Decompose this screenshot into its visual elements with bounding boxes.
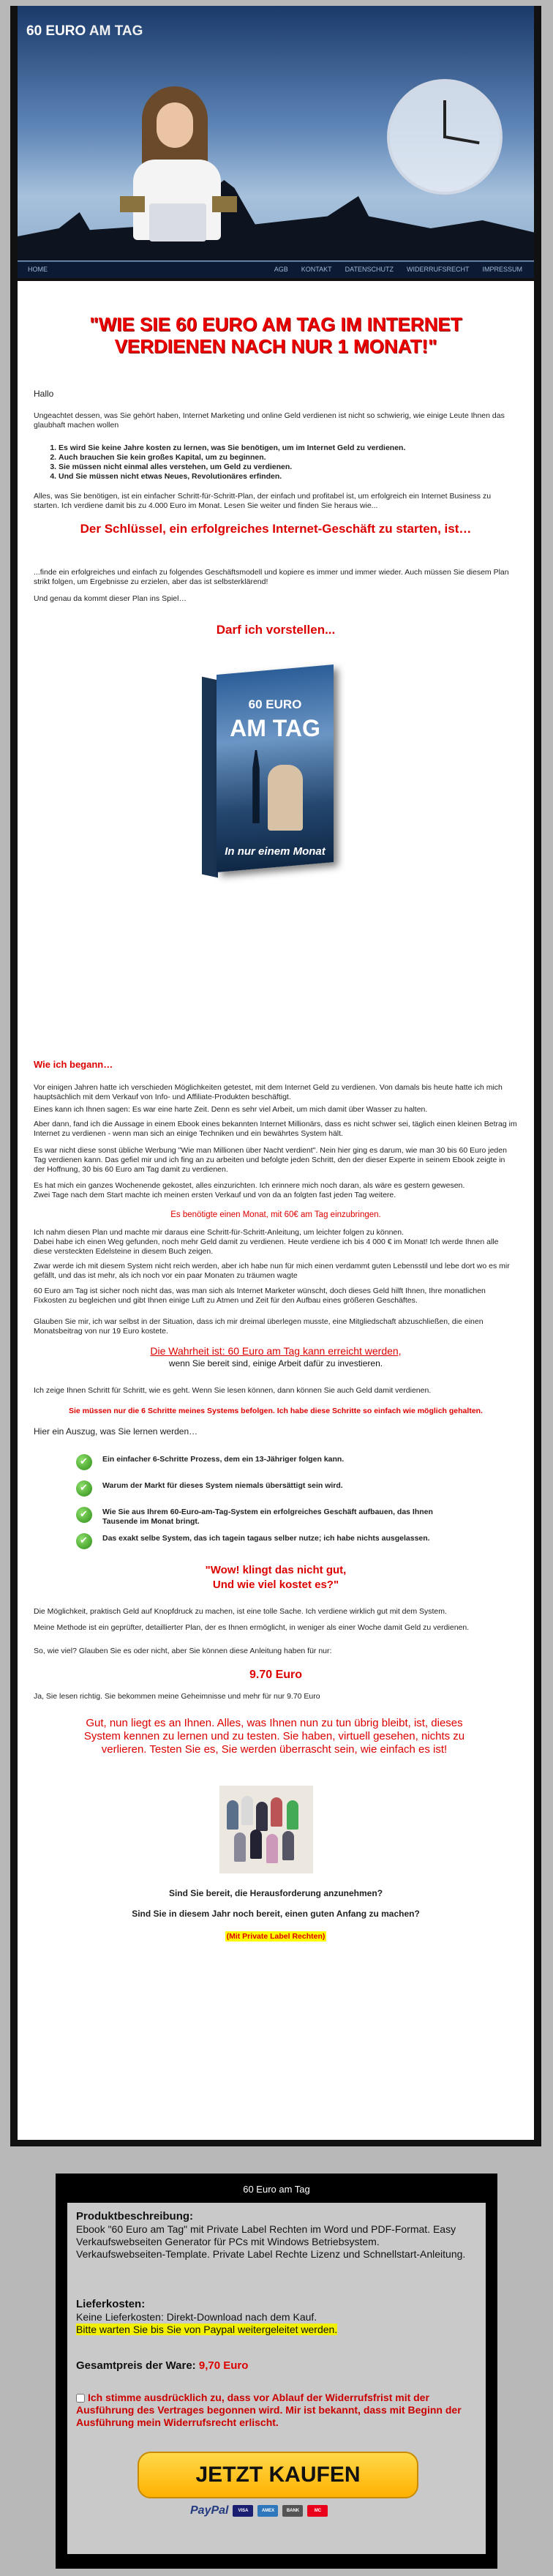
- price-paragraph: So, wie viel? Glauben Sie es oder nicht, aber Sie können diese Anleitung haben für nur:: [34, 1647, 332, 1655]
- story-paragraph: Ich nahm diesen Plan und machte mir daraus eine Schritt-für-Schritt-Anleitung, um leichter folgen zu können. Dabei habe ich einen Weg gefunden, noch mehr Geld damit zu verdienen. Heute verdiene ich bis 4 000 € im Monat! Ich werde Ihnen alle diese versteckten Edelsteine in diesem Buch zeigen.: [34, 1228, 499, 1256]
- wow-line-2: Und wie viel kostet es?": [212, 1579, 339, 1591]
- bank-icon: BANK: [282, 2505, 303, 2517]
- price-value: 9.70 Euro: [249, 1669, 303, 1681]
- story-paragraph: Aber dann, fand ich die Aussage in einem Ebook eines bekannten Internet Millionärs, dass es nicht schwer sei, täglich einen kleinen Betrag im Internet zu verdienen - wenn man sich an einige Techniken und ein bewährtes System hält.: [34, 1120, 517, 1138]
- consent-text: [76, 2392, 471, 2429]
- list-item: [76, 1505, 456, 1529]
- ebook-title-2: AM TAG: [230, 715, 320, 741]
- team-photo: [219, 1786, 313, 1873]
- visa-card-icon: VISA: [233, 2505, 253, 2517]
- nav-widerrufsrecht[interactable]: WIDERRUFSRECHT: [406, 266, 470, 273]
- closing-text: Gut, nun liegt es an Ihnen. Alles, was Ihnen nun zu tun übrig bleibt, ist, dieses System kennen zu lernen und zu testen. Sie haben, virtuell gesehen, nichts zu verlieren. Testen Sie es, Sie werden überrascht sein, wie einfach es ist!: [83, 1717, 465, 1756]
- delivery-label: Lieferkosten:: [76, 2298, 146, 2310]
- how-heading: Wie ich begann…: [34, 1059, 113, 1070]
- clock-icon: [387, 79, 503, 195]
- list-item: [76, 1453, 456, 1476]
- delivery-text: Keine Lieferkosten: Direkt-Download nach dem Kauf.: [76, 2311, 317, 2323]
- list-item: 4. Und Sie müssen nicht etwas Neues, Revolutionäres erfinden.: [59, 472, 527, 482]
- truth-line-2: wenn Sie bereit sind, einige Arbeit dafür zu investieren.: [168, 1358, 383, 1368]
- site-logo[interactable]: [26, 23, 143, 40]
- total-price: [76, 2359, 248, 2372]
- ebook-subtitle: In nur einem Monat: [225, 845, 326, 858]
- truth-line-1: Die Wahrheit ist: 60 Euro am Tag kann erreicht werden,: [150, 1345, 402, 1357]
- story-paragraph: Es war nicht diese sonst übliche Werbung "Wie man Millionen über Nacht verdient". Nein hier ging es darum, wie man 30 bis 60 Euro jeden Tag verdienen kann. Das gefiel mir und ich fing an zu arbeiten und befolgte jeden Schritt, den der dieser Experte in seinem Ebook zeigte in der Hoffnung, 30 bis 60 Euro am Tag damit zu verdienen.: [34, 1146, 507, 1174]
- nav-kontakt[interactable]: KONTAKT: [301, 266, 332, 273]
- checkmark-icon: [76, 1507, 92, 1523]
- intro-text: Ungeachtet dessen, was Sie gehört haben, Internet Marketing und online Geld verdienen ist nicht so schwierig, wie einige Leute Ihnen das glaubhaft machen wollen: [34, 411, 505, 430]
- plr-note: [34, 1929, 518, 1942]
- header-banner: [18, 6, 534, 278]
- delivery-highlight: Bitte warten Sie bis Sie von Paypal weitergeleitet werden.: [76, 2324, 338, 2335]
- consent-label: Ich stimme ausdrücklich zu, dass vor Ablauf der Widerrufsfrist mit der Ausführung des Vertrages begonnen wird. Mir ist bekannt, dass mit Beginn der Ausführung mein Widerrufsrecht erlischt.: [76, 2392, 462, 2428]
- feature-checklist: [76, 1453, 456, 1558]
- buy-now-button[interactable]: JETZT KAUFEN: [138, 2452, 418, 2498]
- order-title: 60 Euro am Tag: [243, 2184, 310, 2195]
- story-paragraph: Vor einigen Jahren hatte ich verschieden Möglichkeiten getestet, mit dem Internet Geld zu verdienen. Von damals bis heute hatte ich mich hauptsächlich mit dem Verkauf von Info- und Affiliate-Produkten beschäftigt.: [34, 1083, 503, 1101]
- ebook-title-1: 60 EURO: [248, 697, 302, 711]
- woman-with-laptop-image: [120, 86, 237, 255]
- order-panel: [67, 2203, 486, 2554]
- key-text: ...finde ein erfolgreiches und einfach zu folgendes Geschäftsmodell und kopiere es immer und immer wieder. Auch müssen Sie diesem Plan strikt folgen, um Ergebnisse zu erzielen, aber das ist selbsterklärend!: [34, 568, 509, 586]
- order-box: [56, 2174, 497, 2569]
- list-item: [76, 1532, 456, 1555]
- list-item: 1. Es wird Sie keine Jahre kosten zu lernen, was Sie benötigen, um im Internet Geld zu verdienen.: [59, 443, 527, 453]
- key-heading: Der Schlüssel, ein erfolgreiches Internet-Geschäft zu starten, ist…: [80, 522, 472, 536]
- plr-highlight: (Mit Private Label Rechten): [226, 1932, 326, 1941]
- plan-line: Und genau da kommt dieser Plan ins Spiel…: [34, 594, 187, 603]
- paypal-logo: PayPal: [190, 2504, 229, 2517]
- check-text: Ein einfacher 6-Schritte Prozess, dem ein 13-Jähriger folgen kann.: [102, 1455, 345, 1464]
- checkmark-icon: [76, 1480, 92, 1497]
- logo-suffix: AM TAG: [89, 23, 143, 39]
- month-line: Es benötigte einen Monat, mit 60€ am Tag einzubringen.: [170, 1210, 381, 1219]
- six-steps-line: Sie müssen nur die 6 Schritte meines Systems befolgen. Ich habe diese Schritte so einfach wie möglich gehalten.: [68, 1407, 483, 1415]
- introduce-heading: Darf ich vorstellen...: [216, 623, 336, 637]
- after-list-text: Alles, was Sie benötigen, ist ein einfacher Schritt-für-Schritt-Plan, der einfach und profitabel ist, um erfolgreich ein Internet Business zu starten. Ich verdiene damit bis zu 4.000 Euro im Monat. Lesen Sie weiter und finden Sie heraus wie...: [34, 492, 492, 510]
- list-item: [76, 1479, 456, 1502]
- story-paragraph: Glauben Sie mir, ich war selbst in der Situation, dass ich mir dreimal überlegen musste, eine Mitgliedschaft abzuschließen, die einen Monatsbeitrag von nur 19 Euro kostete.: [34, 1317, 484, 1336]
- list-item: 3. Sie müssen nicht einmal alles verstehen, um Geld zu verdienen.: [59, 463, 527, 472]
- total-label: Gesamtpreis der Ware:: [76, 2359, 196, 2372]
- checkmark-icon: [76, 1533, 92, 1549]
- price-paragraph: Die Möglichkeit, praktisch Geld auf Knopfdruck zu machen, ist eine tolle Sache. Ich verdiene wirklich gut mit dem System.: [34, 1607, 447, 1616]
- story-paragraph: 60 Euro am Tag ist sicher noch nicht das, was man sich als Internet Marketer wünscht, doch dieses Geld hilft Ihnen, Ihre monatlichen Fixkosten zu begleichen und gibt Ihnen einige Luft zu Atmen und Zeit für den Aufbau eines größeren Geschäftes.: [34, 1287, 486, 1305]
- story-paragraph: Eines kann ich Ihnen sagen: Es war eine harte Zeit. Denn es sehr viel Arbeit, um mich damit über Wasser zu halten.: [34, 1105, 428, 1114]
- nav-bar: [18, 261, 534, 278]
- ebook-cover-image: [195, 670, 348, 889]
- ready-question: Sind Sie bereit, die Herausforderung anzunehmen?: [168, 1888, 383, 1898]
- step-line: Ich zeige Ihnen Schritt für Schritt, wie es geht. Wenn Sie lesen können, dann können Sie auch Geld damit verdienen.: [34, 1386, 432, 1395]
- amex-card-icon: AMEX: [257, 2505, 278, 2517]
- description-text: Ebook "60 Euro am Tag" mit Private Label Rechten im Word und PDF-Format. Easy Verkaufswebseiten Generator für PCs mit Windows Betriebsystem. Verkaufswebseiten-Template. Private Label Rechte Lizenz und Schnellstart-Anleitung.: [76, 2223, 466, 2260]
- price-paragraph: Meine Methode ist ein geprüfter, detaillierter Plan, der es Ihnen ermöglicht, in weniger als einer Woche damit Geld zu verdienen.: [34, 1623, 470, 1632]
- payment-methods: [190, 2503, 388, 2519]
- total-value: 9,70 Euro: [198, 2359, 249, 2372]
- nav-impressum[interactable]: IMPRESSUM: [482, 266, 522, 273]
- list-item: 2. Auch brauchen Sie kein großes Kapital, um zu beginnen.: [59, 453, 527, 463]
- check-text: Wie Sie aus Ihrem 60-Euro-am-Tag-System ein erfolgreiches Geschäft aufbauen, das Ihnen Tausende im Monat bringt.: [102, 1508, 433, 1526]
- nav-home[interactable]: HOME: [28, 266, 48, 273]
- logo-prefix: 60 EURO: [26, 23, 86, 39]
- nav-agb[interactable]: AGB: [274, 266, 288, 273]
- excerpt-line: Hier ein Auszug, was Sie lernen werden…: [34, 1426, 198, 1437]
- benefit-list: [44, 443, 527, 482]
- description-label: Produktbeschreibung:: [76, 2210, 194, 2223]
- start-question: Sind Sie in diesem Jahr noch bereit, einen guten Anfang zu machen?: [132, 1909, 420, 1919]
- checkmark-icon: [76, 1454, 92, 1470]
- check-text: Warum der Markt für dieses System niemals übersättigt sein wird.: [102, 1481, 343, 1490]
- greeting: Hallo: [34, 389, 54, 399]
- story-paragraph: Zwar werde ich mit diesem System nicht reich werden, aber ich habe nun für mich einen verdammt guten Lebensstil und lebe dort wo es mir gefällt, und das ist mehr, als ich noch vor ein paar Monaten zu träumen wagte: [34, 1262, 510, 1280]
- consent-checkbox[interactable]: [76, 2394, 85, 2403]
- mastercard-icon: MC: [307, 2505, 328, 2517]
- price-paragraph: Ja, Sie lesen richtig. Sie bekommen meine Geheimnisse und mehr für nur 9.70 Euro: [34, 1692, 320, 1701]
- wow-line-1: "Wow! klingt das nicht gut,: [205, 1564, 347, 1576]
- page-headline: "WIE SIE 60 EURO AM TAG IM INTERNET VERDIENEN NACH NUR 1 MONAT!": [89, 313, 462, 357]
- story-paragraph: Es hat mich ein ganzes Wochenende gekostet, alles einzurichten. Ich erinnere mich noch daran, als wäre es gestern gewesen. Zwei Tage nach dem Start machte ich meinen ersten Verkauf und von da an folgten fast jeden Tag weitere.: [34, 1181, 465, 1199]
- check-text: Das exakt selbe System, das ich tagein tagaus selber nutze; ich habe nichts ausgelassen.: [102, 1534, 430, 1543]
- nav-datenschutz[interactable]: DATENSCHUTZ: [345, 266, 394, 273]
